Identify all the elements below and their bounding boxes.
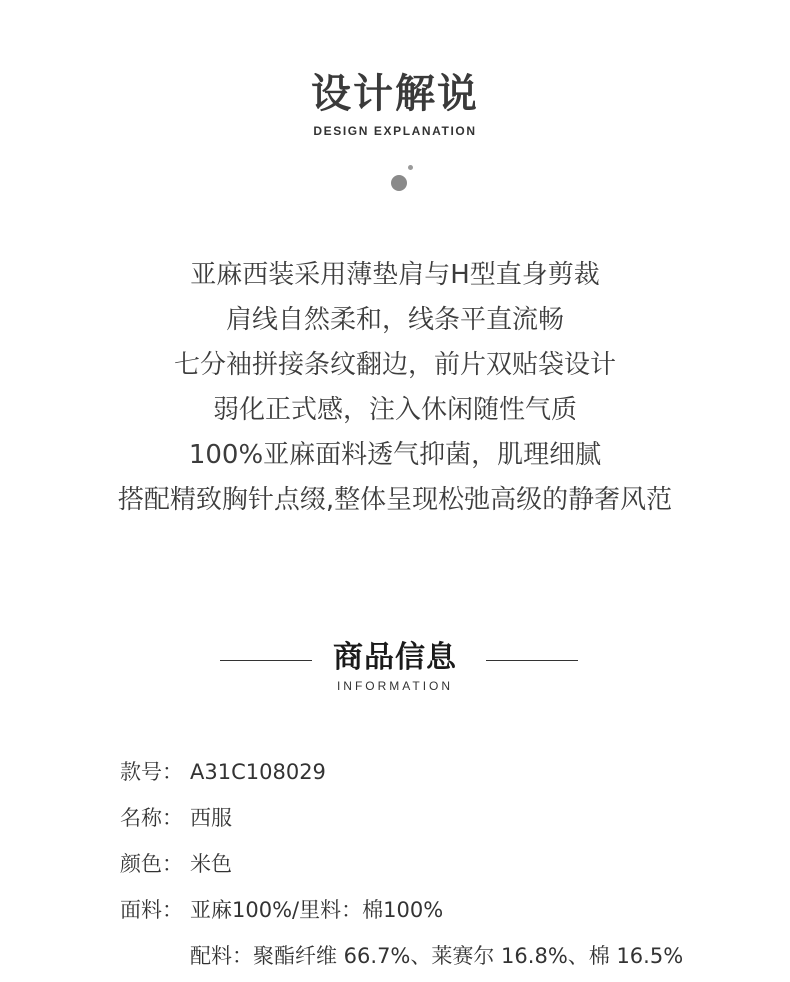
info-value: A31C108029 bbox=[190, 760, 326, 784]
info-title: 商品信息 bbox=[333, 640, 457, 675]
info-label: 款号： bbox=[120, 760, 183, 784]
large-dot-icon bbox=[391, 175, 407, 191]
product-info-header bbox=[0, 638, 790, 698]
info-row-trim bbox=[0, 936, 790, 982]
description-line: 七分袖拼接条纹翻边，前片双贴袋设计 bbox=[173, 350, 616, 380]
info-row-name bbox=[0, 798, 790, 844]
info-value: 西服 bbox=[190, 806, 232, 830]
description-line: 搭配精致胸针点缀,整体呈现松弛高级的静奢风范 bbox=[117, 485, 673, 515]
design-title: 设计解说 bbox=[311, 71, 479, 117]
design-explanation-header bbox=[0, 70, 790, 138]
design-subtitle: DESIGN EXPLANATION bbox=[313, 124, 477, 138]
info-label: 名称： bbox=[120, 806, 183, 830]
info-value: 配料：聚酯纤维 66.7%、莱赛尔 16.8%、棉 16.5% bbox=[190, 944, 684, 968]
decorative-dots-icon bbox=[389, 164, 419, 194]
info-value: 米色 bbox=[190, 852, 232, 876]
info-row-color bbox=[0, 844, 790, 890]
product-info-list bbox=[0, 752, 790, 982]
small-dot-icon bbox=[408, 165, 413, 170]
description-line: 肩线自然柔和，线条平直流畅 bbox=[225, 305, 564, 335]
info-subtitle: INFORMATION bbox=[336, 679, 454, 693]
info-label: 颜色： bbox=[120, 852, 183, 876]
design-description bbox=[0, 253, 790, 523]
description-line: 100%亚麻面料透气抑菌，肌理细腻 bbox=[188, 440, 602, 470]
description-line: 弱化正式感，注入休闲随性气质 bbox=[212, 395, 577, 425]
info-label: 面料： bbox=[120, 898, 183, 922]
info-row-fabric bbox=[0, 890, 790, 936]
info-row-style-number bbox=[0, 752, 790, 798]
description-line: 亚麻西装采用薄垫肩与H型直身剪裁 bbox=[190, 260, 600, 290]
info-value: 亚麻100%/里料：棉100% bbox=[190, 898, 444, 922]
